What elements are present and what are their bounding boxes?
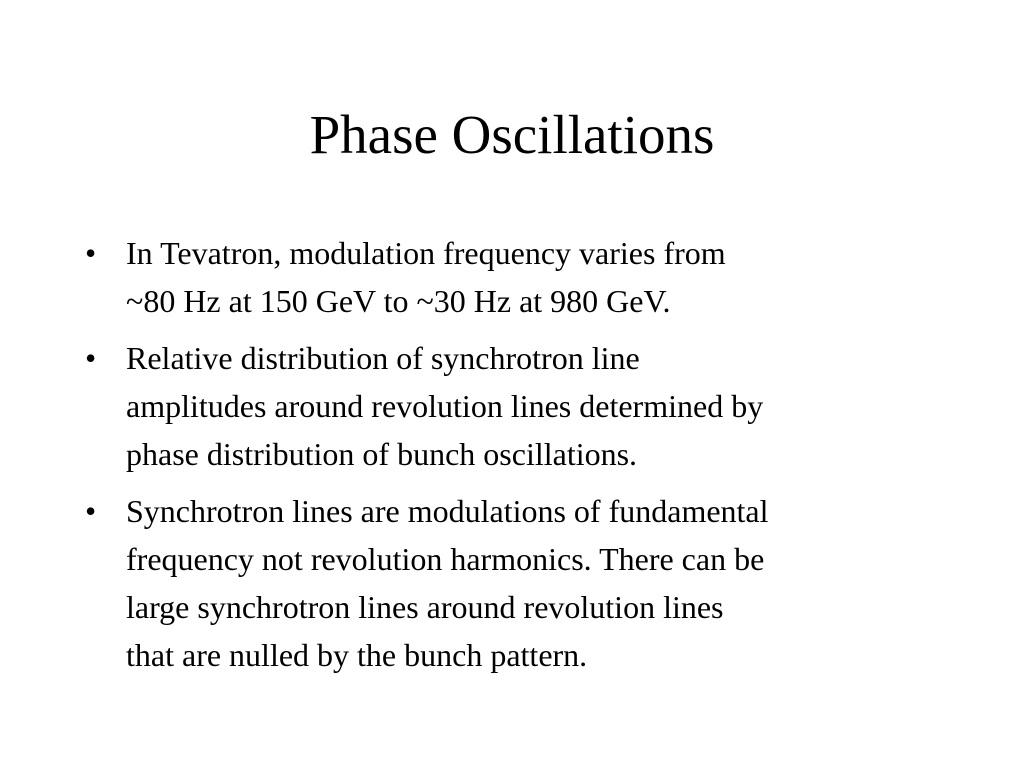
bullet-item xyxy=(85,487,965,679)
bullet-item xyxy=(85,334,965,478)
slide-title: Phase Oscillations xyxy=(309,104,715,165)
bullet-text: In Tevatron, modulation frequency varies from ~80 Hz at 150 GeV to ~30 Hz at 980 GeV. xyxy=(126,235,726,319)
bullet-icon: • xyxy=(85,493,97,529)
bullet-text: Relative distribution of synchrotron line amplitudes around revolution lines determined by phase distribution of bunch oscillations. xyxy=(126,340,764,472)
bullet-list xyxy=(85,229,965,688)
bullet-text: Synchrotron lines are modulations of fundamental frequency not revolution harmonics. There can be large synchrotron lines around revolution lines that are nulled by the bunch pattern. xyxy=(126,493,769,673)
bullet-icon: • xyxy=(85,235,97,271)
bullet-item xyxy=(85,229,965,325)
bullet-icon: • xyxy=(85,340,97,376)
